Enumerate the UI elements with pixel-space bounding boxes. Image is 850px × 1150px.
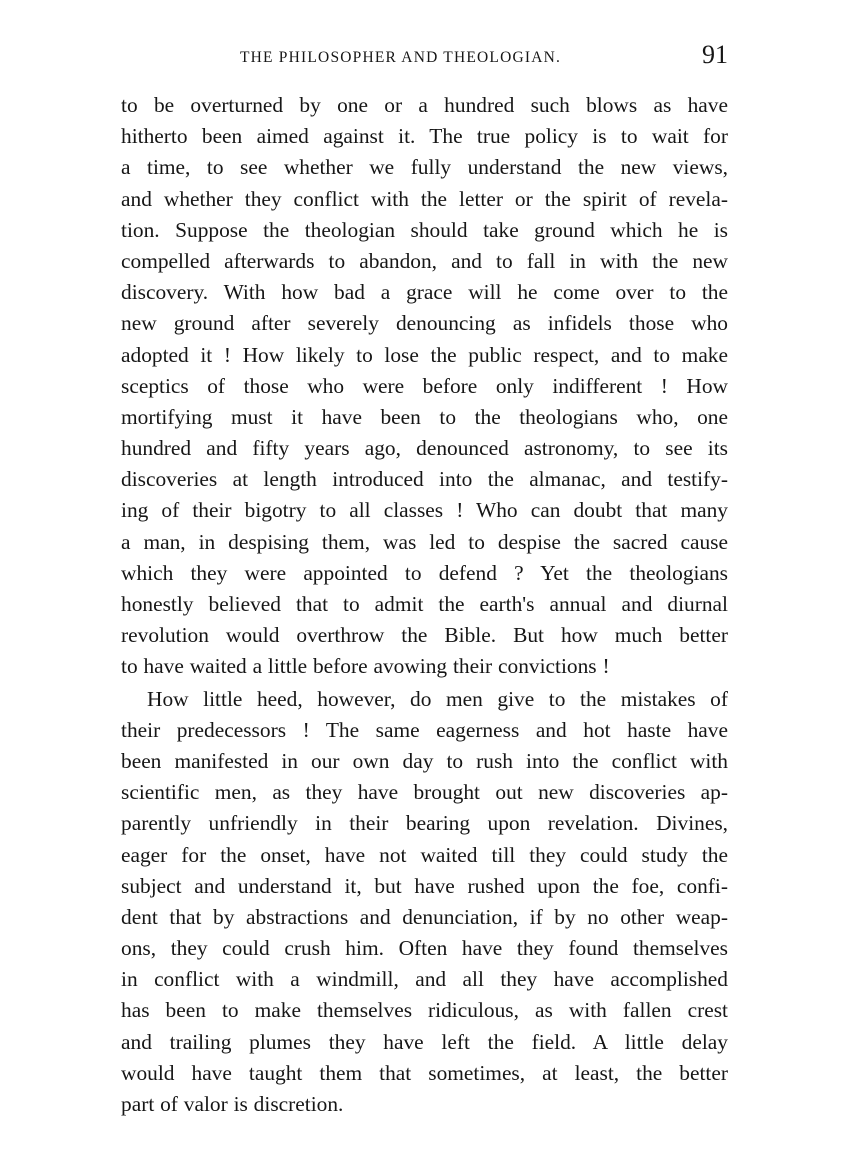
text-line: eager for the onset, have not waited till they could study the: [121, 842, 728, 867]
text-line: ing of their bigotry to all classes ! Who can doubt that many: [121, 498, 728, 523]
text-line: dent that by abstractions and denunciation, if by no other weap-: [121, 904, 728, 929]
text-line: adopted it ! How likely to lose the public respect, and to make: [121, 342, 728, 367]
body-text: [121, 90, 728, 1120]
text-line: discoveries at length introduced into the almanac, and testify-: [121, 467, 728, 492]
text-line: honestly believed that to admit the earth's annual and diurnal: [121, 592, 728, 616]
text-line: parently unfriendly in their bearing upon revelation. Divines,: [121, 811, 728, 836]
text-line: in conflict with a windmill, and all they have accomplished: [121, 967, 728, 992]
text-line: has been to make themselves ridiculous, as with fallen crest: [121, 998, 728, 1023]
running-head: [120, 40, 728, 72]
text-line: compelled afterwards to abandon, and to fall in with the new: [121, 248, 728, 273]
text-line: to have waited a little before avowing their convictions !: [121, 654, 610, 679]
text-line: been manifested in our own day to rush into the conflict with: [121, 748, 728, 773]
text-line: tion. Suppose the theologian should take ground which he is: [121, 217, 728, 242]
text-line: a time, to see whether we fully understand the new views,: [121, 155, 728, 180]
text-line: part of valor is discretion.: [121, 1092, 344, 1116]
text-line: hundred and fifty years ago, denounced astronomy, to see its: [121, 436, 728, 461]
text-line: which they were appointed to defend ? Yet the theologians: [121, 560, 728, 585]
paragraph-1: [121, 90, 728, 683]
text-line: discovery. With how bad a grace will he come over to the: [121, 280, 728, 305]
text-line: would have taught them that sometimes, at least, the better: [121, 1060, 728, 1085]
text-line: and trailing plumes they have left the field. A little delay: [121, 1029, 728, 1054]
text-line: mortifying must it have been to the theologians who, one: [121, 404, 728, 429]
text-line: scientific men, as they have brought out new discoveries ap-: [121, 780, 728, 805]
text-line: How little heed, however, do men give to the mistakes of: [147, 686, 728, 711]
text-line: to be overturned by one or a hundred such blows as have: [121, 93, 728, 117]
text-line: ons, they could crush him. Often have they found themselves: [121, 936, 728, 961]
text-line: sceptics of those who were before only indifferent ! How: [121, 373, 728, 398]
running-title: THE PHILOSOPHER AND THEOLOGIAN.: [240, 49, 562, 66]
text-line: and whether they conflict with the letter or the spirit of revela-: [121, 186, 728, 211]
text-line: new ground after severely denouncing as infidels those who: [121, 311, 728, 336]
text-line: subject and understand it, but have rushed upon the foe, confi-: [121, 873, 728, 898]
text-line: a man, in despising them, was led to despise the sacred cause: [121, 529, 728, 554]
paragraph-2: [121, 684, 728, 1121]
text-line: hitherto been aimed against it. The true policy is to wait for: [121, 124, 728, 149]
page-number: 91: [702, 40, 728, 69]
text-line: their predecessors ! The same eagerness and hot haste have: [121, 717, 728, 742]
text-line: revolution would overthrow the Bible. But how much better: [121, 623, 728, 648]
